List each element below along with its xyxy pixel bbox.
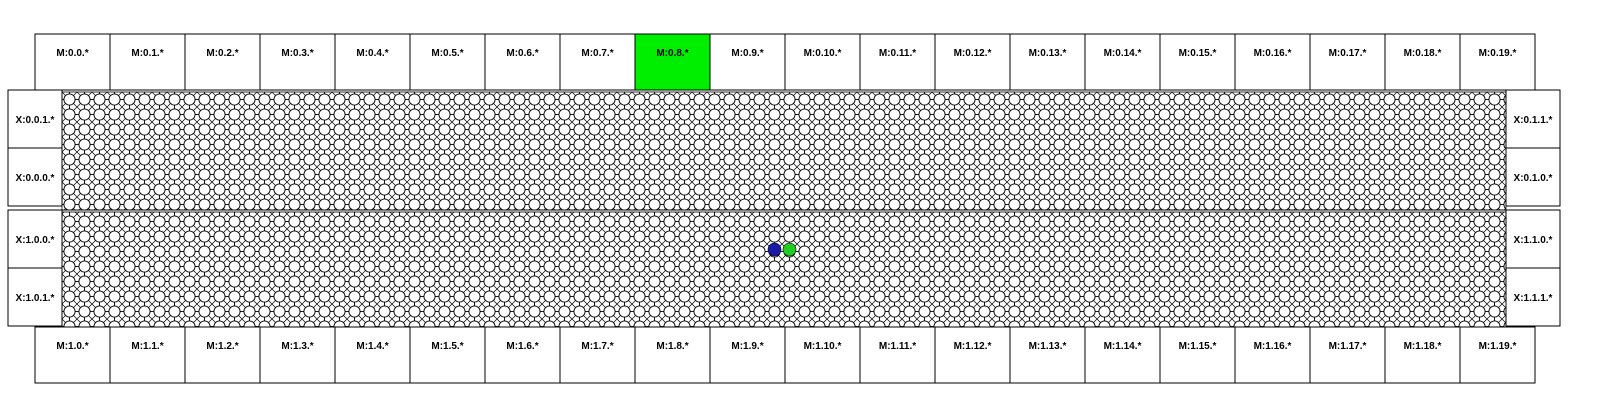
- top-module-label: M:0.4.*: [356, 48, 389, 59]
- bottom-module-label: M:1.18.*: [1403, 341, 1442, 352]
- right-label[interactable]: X:1.1.0.*: [1513, 235, 1553, 246]
- bottom-module-box: [1385, 327, 1460, 383]
- top-module-label: M:0.9.*: [731, 48, 764, 59]
- top-module-label: M:0.15.*: [1178, 48, 1217, 59]
- bottom-module-box: [785, 327, 860, 383]
- bottom-module-box: [335, 327, 410, 383]
- panels-layer: [8, 90, 1560, 332]
- top-module-box: [635, 34, 710, 90]
- top-module-11[interactable]: [860, 34, 935, 90]
- bottom-module-label: M:1.11.*: [878, 341, 917, 352]
- bottom-module-box: [860, 327, 935, 383]
- top-module-label: M:0.14.*: [1103, 48, 1142, 59]
- top-module-10[interactable]: [785, 34, 860, 90]
- bottom-module-9[interactable]: [710, 327, 785, 383]
- right-label[interactable]: X:1.1.1.*: [1513, 293, 1553, 304]
- bottom-module-11[interactable]: [860, 327, 935, 383]
- top-module-box: [185, 34, 260, 90]
- bottom-module-0[interactable]: [35, 327, 110, 383]
- bottom-module-8[interactable]: [635, 327, 710, 383]
- bottom-module-label: M:1.0.*: [56, 341, 89, 352]
- top-module-box: [1310, 34, 1385, 90]
- top-module-box: [1085, 34, 1160, 90]
- top-module-label: M:0.16.*: [1253, 48, 1292, 59]
- top-module-label: M:0.0.*: [56, 48, 89, 59]
- top-module-label: M:0.17.*: [1328, 48, 1367, 59]
- top-module-label: M:0.6.*: [506, 48, 539, 59]
- bottom-module-5[interactable]: [410, 327, 485, 383]
- left-label[interactable]: X:0.0.0.*: [15, 173, 55, 184]
- top-module-box: [860, 34, 935, 90]
- bottom-module-18[interactable]: [1385, 327, 1460, 383]
- top-module-box: [560, 34, 635, 90]
- top-module-6[interactable]: [485, 34, 560, 90]
- bottom-module-box: [485, 327, 560, 383]
- top-module-label: M:0.8.*: [656, 48, 689, 59]
- top-module-label: M:0.1.*: [131, 48, 164, 59]
- bottom-module-label: M:1.5.*: [431, 341, 464, 352]
- bottom-module-label: M:1.1.*: [131, 341, 164, 352]
- bottom-module-label: M:1.15.*: [1178, 341, 1217, 352]
- bottom-module-13[interactable]: [1010, 327, 1085, 383]
- panel-1: [8, 210, 1560, 332]
- bottom-module-box: [560, 327, 635, 383]
- bottom-module-label: M:1.12.*: [953, 341, 992, 352]
- bottom-module-10[interactable]: [785, 327, 860, 383]
- bottom-module-12[interactable]: [935, 327, 1010, 383]
- bottom-module-2[interactable]: [185, 327, 260, 383]
- bottom-module-box: [1160, 327, 1235, 383]
- bottom-module-label: M:1.14.*: [1103, 341, 1142, 352]
- top-module-box: [710, 34, 785, 90]
- bottom-module-box: [260, 327, 335, 383]
- bottom-module-19[interactable]: [1460, 327, 1535, 383]
- top-module-label: M:0.3.*: [281, 48, 314, 59]
- top-module-19[interactable]: [1460, 34, 1535, 90]
- bottom-module-label: M:1.17.*: [1328, 341, 1367, 352]
- top-module-label: M:0.7.*: [581, 48, 614, 59]
- top-module-label: M:0.5.*: [431, 48, 464, 59]
- bottom-module-17[interactable]: [1310, 327, 1385, 383]
- bottom-module-box: [1310, 327, 1385, 383]
- bottom-module-16[interactable]: [1235, 327, 1310, 383]
- bottom-module-label: M:1.19.*: [1478, 341, 1517, 352]
- node-grid[interactable]: [62, 92, 1506, 212]
- left-label[interactable]: X:1.0.1.*: [15, 293, 55, 304]
- left-label[interactable]: X:1.0.0.*: [15, 235, 55, 246]
- top-module-label: M:0.2.*: [206, 48, 239, 59]
- bottom-module-label: M:1.13.*: [1028, 341, 1067, 352]
- top-module-3[interactable]: [260, 34, 335, 90]
- top-module-box: [1160, 34, 1235, 90]
- top-module-12[interactable]: [935, 34, 1010, 90]
- top-module-17[interactable]: [1310, 34, 1385, 90]
- top-module-4[interactable]: [335, 34, 410, 90]
- bottom-module-box: [935, 327, 1010, 383]
- right-label[interactable]: X:0.1.1.*: [1513, 115, 1553, 126]
- bottom-module-label: M:1.2.*: [206, 341, 239, 352]
- bottom-module-15[interactable]: [1160, 327, 1235, 383]
- top-module-1[interactable]: [110, 34, 185, 90]
- bottom-module-1[interactable]: [110, 327, 185, 383]
- node-grid[interactable]: [62, 212, 1506, 332]
- top-module-label: M:0.12.*: [953, 48, 992, 59]
- top-module-box: [35, 34, 110, 90]
- bottom-module-box: [110, 327, 185, 383]
- green-node[interactable]: [783, 243, 796, 256]
- top-module-label: M:0.18.*: [1403, 48, 1442, 59]
- top-module-box: [1460, 34, 1535, 90]
- bottom-module-box: [35, 327, 110, 383]
- top-module-box: [1235, 34, 1310, 90]
- top-module-box: [410, 34, 485, 90]
- right-label[interactable]: X:0.1.0.*: [1513, 173, 1553, 184]
- bottom-module-box: [410, 327, 485, 383]
- left-label[interactable]: X:0.0.1.*: [15, 115, 55, 126]
- top-module-0[interactable]: [35, 34, 110, 90]
- bottom-module-7[interactable]: [560, 327, 635, 383]
- top-module-13[interactable]: [1010, 34, 1085, 90]
- top-module-box: [1010, 34, 1085, 90]
- panel-0: [8, 90, 1560, 212]
- bottom-module-label: M:1.3.*: [281, 341, 314, 352]
- bottom-module-4[interactable]: [335, 327, 410, 383]
- bottom-module-label: M:1.16.*: [1253, 341, 1292, 352]
- top-module-box: [935, 34, 1010, 90]
- bottom-module-label: M:1.7.*: [581, 341, 614, 352]
- bottom-module-box: [635, 327, 710, 383]
- bottom-module-box: [1460, 327, 1535, 383]
- top-module-box: [485, 34, 560, 90]
- top-module-box: [110, 34, 185, 90]
- bottom-module-label: M:1.10.*: [803, 341, 842, 352]
- top-module-label: M:0.10.*: [803, 48, 842, 59]
- top-module-7[interactable]: [560, 34, 635, 90]
- bottom-module-14[interactable]: [1085, 327, 1160, 383]
- bottom-module-box: [1085, 327, 1160, 383]
- bottom-module-row: [35, 327, 1535, 383]
- bottom-module-box: [710, 327, 785, 383]
- top-module-box: [335, 34, 410, 90]
- bottom-module-label: M:1.4.*: [356, 341, 389, 352]
- bottom-module-6[interactable]: [485, 327, 560, 383]
- top-module-5[interactable]: [410, 34, 485, 90]
- top-module-2[interactable]: [185, 34, 260, 90]
- top-module-8[interactable]: [635, 34, 710, 90]
- top-module-label: M:0.13.*: [1028, 48, 1067, 59]
- top-module-18[interactable]: [1385, 34, 1460, 90]
- bottom-module-label: M:1.6.*: [506, 341, 539, 352]
- top-module-14[interactable]: [1085, 34, 1160, 90]
- bottom-module-box: [185, 327, 260, 383]
- top-module-box: [785, 34, 860, 90]
- top-module-9[interactable]: [710, 34, 785, 90]
- bottom-module-box: [1235, 327, 1310, 383]
- bottom-module-label: M:1.9.*: [731, 341, 764, 352]
- bottom-module-label: M:1.8.*: [656, 341, 689, 352]
- top-module-label: M:0.19.*: [1478, 48, 1517, 59]
- top-module-box: [1385, 34, 1460, 90]
- bottom-module-box: [1010, 327, 1085, 383]
- bottom-module-3[interactable]: [260, 327, 335, 383]
- top-module-row: [35, 34, 1535, 90]
- blue-node[interactable]: [768, 243, 781, 256]
- top-module-15[interactable]: [1160, 34, 1235, 90]
- top-module-label: M:0.11.*: [878, 48, 917, 59]
- top-module-box: [260, 34, 335, 90]
- top-module-16[interactable]: [1235, 34, 1310, 90]
